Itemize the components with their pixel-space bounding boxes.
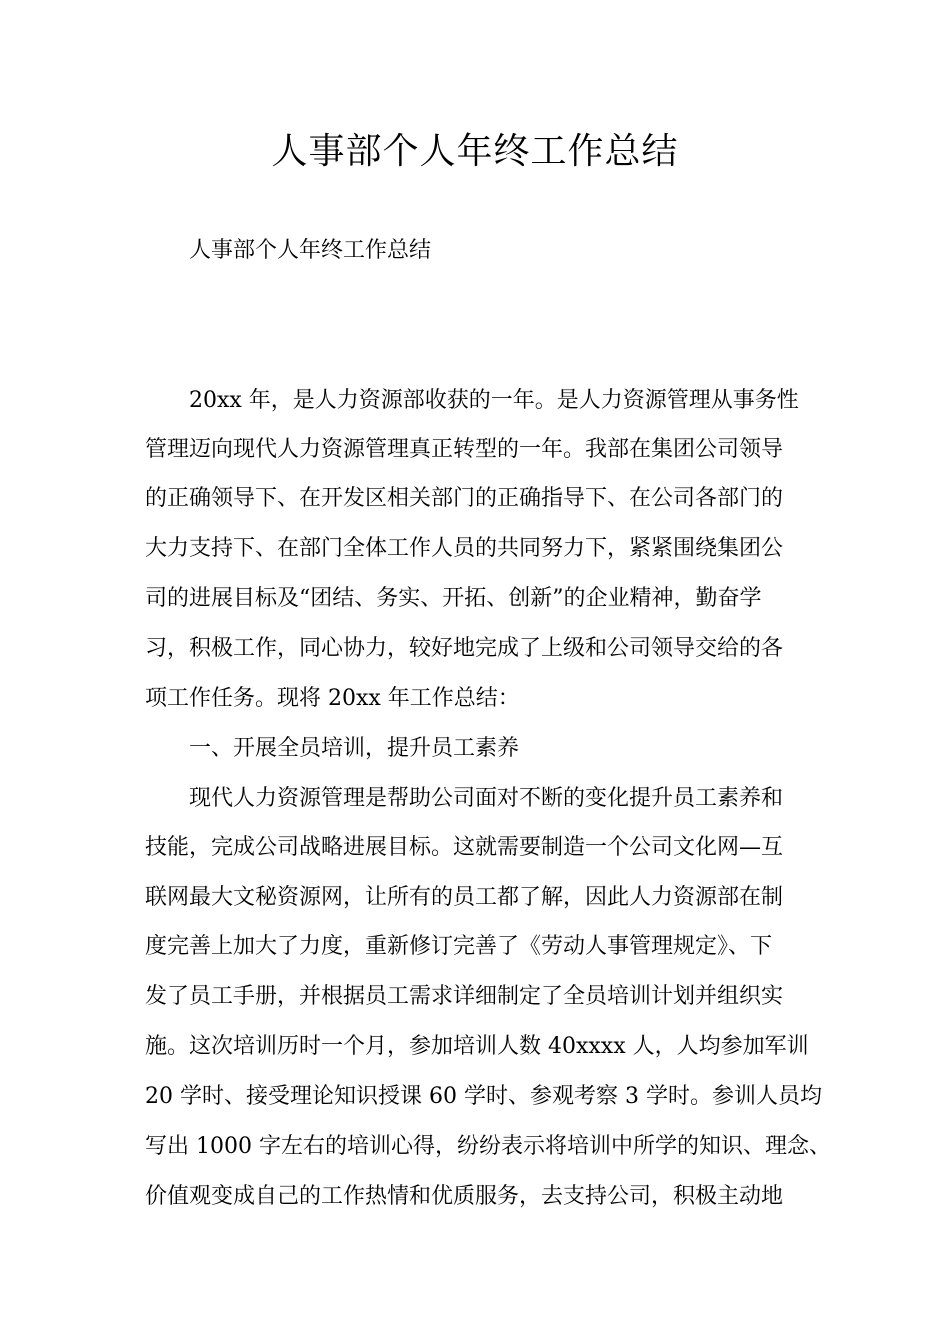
paragraph-line: 现代人力资源管理是帮助公司面对不断的变化提升员工素养和 [189,786,784,811]
document-subtitle: 人事部个人年终工作总结 [189,238,432,263]
document-title: 人事部个人年终工作总结 [271,131,679,172]
paragraph-line: 20xx 年，是人力资源部收获的一年。是人力资源管理从事务性 [189,388,799,413]
paragraph-line: 项工作任务。现将 20xx 年工作总结： [145,686,520,711]
paragraph-line: 大力支持下、在部门全体工作人员的共同努力下，紧紧围绕集团公 [145,536,784,561]
paragraph-line: 联网最大文秘资源网，让所有的员工都了解，因此人力资源部在制 [145,885,784,910]
paragraph-line: 度完善上加大了力度，重新修订完善了《劳动人事管理规定》、下 [145,934,773,959]
paragraph-line: 价值观变成自己的工作热情和优质服务，去支持公司，积极主动地 [145,1184,784,1209]
section-heading: 一、开展全员培训，提升员工素养 [189,736,520,761]
paragraph-line: 司的进展目标及“团结、务实、开拓、创新”的企业精神，勤奋学 [145,586,762,611]
paragraph-line: 管理迈向现代人力资源管理真正转型的一年。我部在集团公司领导 [145,437,784,462]
paragraph-line: 发了员工手册，并根据员工需求详细制定了全员培训计划并组织实 [145,984,784,1009]
paragraph-line: 写出 1000 字左右的培训心得，纷纷表示将培训中所学的知识、理念、 [145,1134,831,1159]
paragraph-line: 技能，完成公司战略进展目标。这就需要制造一个公司文化网—互 [145,835,784,860]
paragraph-line: 施。这次培训历时一个月，参加培训人数 40xxxx 人，人均参加军训 [145,1034,809,1059]
paragraph-line: 20 学时、接受理论知识授课 60 学时、参观考察 3 学时。参训人员均 [145,1084,822,1109]
paragraph-line: 的正确领导下、在开发区相关部门的正确指导下、在公司各部门的 [145,486,784,511]
paragraph-line: 习，积极工作，同心协力，较好地完成了上级和公司领导交给的各 [145,636,784,661]
